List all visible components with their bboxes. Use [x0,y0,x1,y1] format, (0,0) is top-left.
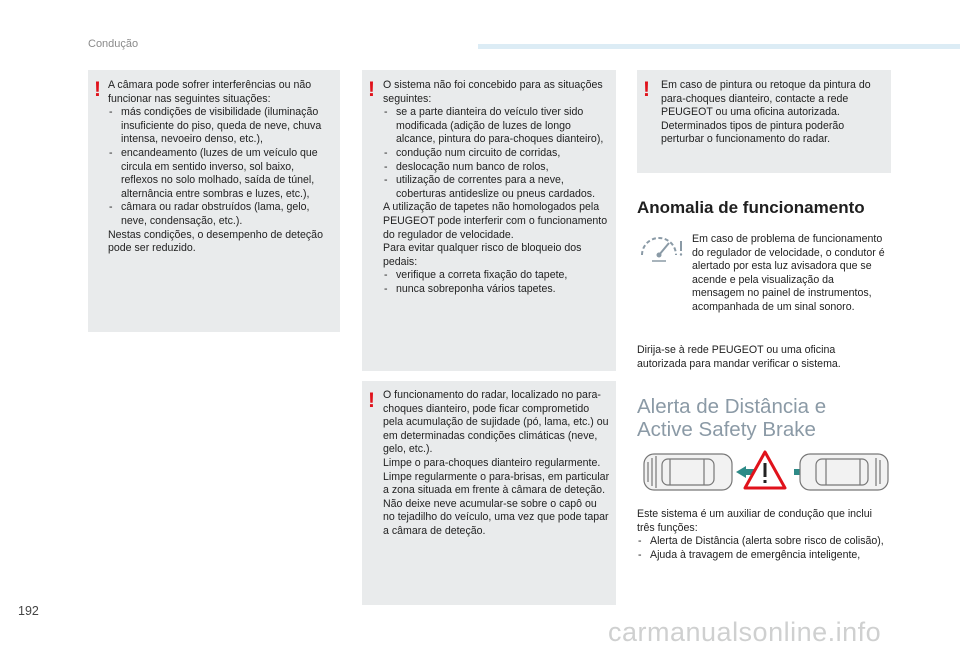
speed-regulator-warning-icon [636,233,686,267]
alert-section-heading: Alerta de Distância e Active Safety Brake [637,395,827,441]
system-note-list [383,106,611,201]
list-item: - encandeamento (luzes de um veículo que circula em sentido inverso, sol baixo, reflexos no solo molhado, saída de túnel, alternância entre sombras e luzes, etc.), [108,147,334,201]
list-item: - verifique a correta fixação do tapete, [383,269,611,283]
list-item: - condução num circuito de corridas, [383,147,611,161]
car-rear-icon [644,454,732,490]
list-item: - câmara ou radar obstruídos (lama, gelo, neve, condensação, etc.). [108,201,334,228]
warning-icon: ! [94,78,101,101]
section-title: Condução [88,38,139,50]
system-note-intro: O sistema não foi concebido para as situações seguintes: [383,79,603,105]
system-note-text [383,79,611,297]
alert-list [637,535,891,562]
distance-alert-illustration [640,448,890,496]
camera-note-outro: Nestas condições, o desempenho de deteção pode ser reduzido. [108,228,323,255]
list-item: - nunca sobreponha vários tapetes. [383,283,611,297]
warning-icon: ! [643,78,650,101]
warning-icon: ! [368,78,375,101]
warning-icon: ! [368,389,375,412]
camera-note-intro: A câmara pode sofrer interferências ou não funcionar nas seguintes situações: [108,79,312,105]
system-note-list-2 [383,269,611,296]
alert-intro: Este sistema é um auxiliar de condução que inclui três funções: [637,508,872,534]
camera-note-text [108,79,334,256]
watermark: carmanualsonline.info [608,617,882,647]
header-bar [478,44,960,49]
paint-note-text: Em caso de pintura ou retoque da pintura do para-choques dianteiro, contacte a rede PEUGEOT ou uma oficina autorizada. Determinados tipos de pintura poderão perturbar o funcionamento do radar. [661,79,871,146]
page-number: 192 [18,604,39,618]
car-front-icon [800,454,888,490]
list-item: - se a parte dianteira do veículo tiver sido modificada (adição de luzes de longo alcance, pintura do para-choques dianteiro), [383,106,611,147]
alert-section-text [637,508,891,562]
camera-note-list [108,106,334,228]
radar-note-text: O funcionamento do radar, localizado no para-choques dianteiro, pode ficar comprometido pela acumulação de sujidade (pó, lama, etc.) ou em determinadas condições climáticas (neve, gelo, etc.). Limpe o para-choques dianteiro regularmente. Limpe regularmente o para-brisas, em particular a zona situada em frente à câmara de deteção. Não deixe neve acumular-se sobre o capô ou no tejadilho do veículo, uma vez que pode tapar a câmara de deteção. [383,389,610,537]
list-item: - más condições de visibilidade (iluminação insuficiente do piso, queda de neve, chuva intensa, nevoeiro denso, etc.), [108,106,334,147]
system-note-para: A utilização de tapetes não homologados pela PEUGEOT pode interferir com o funcionamento do regulador de velocidade. Para evitar qualquer risco de bloqueio dos pedais: [383,201,608,268]
list-item: - Ajuda à travagem de emergência inteligente, [637,549,891,563]
list-item: - Alerta de Distância (alerta sobre risco de colisão), [637,535,891,549]
anomaly-icon-text: Em caso de problema de funcionamento do regulador de velocidade, o condutor é alertado por esta luz avisadora que se acende e pela visualização da mensagem no painel de instrumentos, acompanhada de um sinal sonoro. [692,233,885,313]
list-item: - utilização de correntes para a neve, coberturas antideslize ou pneus cardados. [383,174,611,201]
anomaly-heading: Anomalia de funcionamento [637,198,865,217]
anomaly-text: Dirija-se à rede PEUGEOT ou uma oficina autorizada para mandar verificar o sistema. [637,344,841,370]
list-item: - deslocação num banco de rolos, [383,161,611,175]
